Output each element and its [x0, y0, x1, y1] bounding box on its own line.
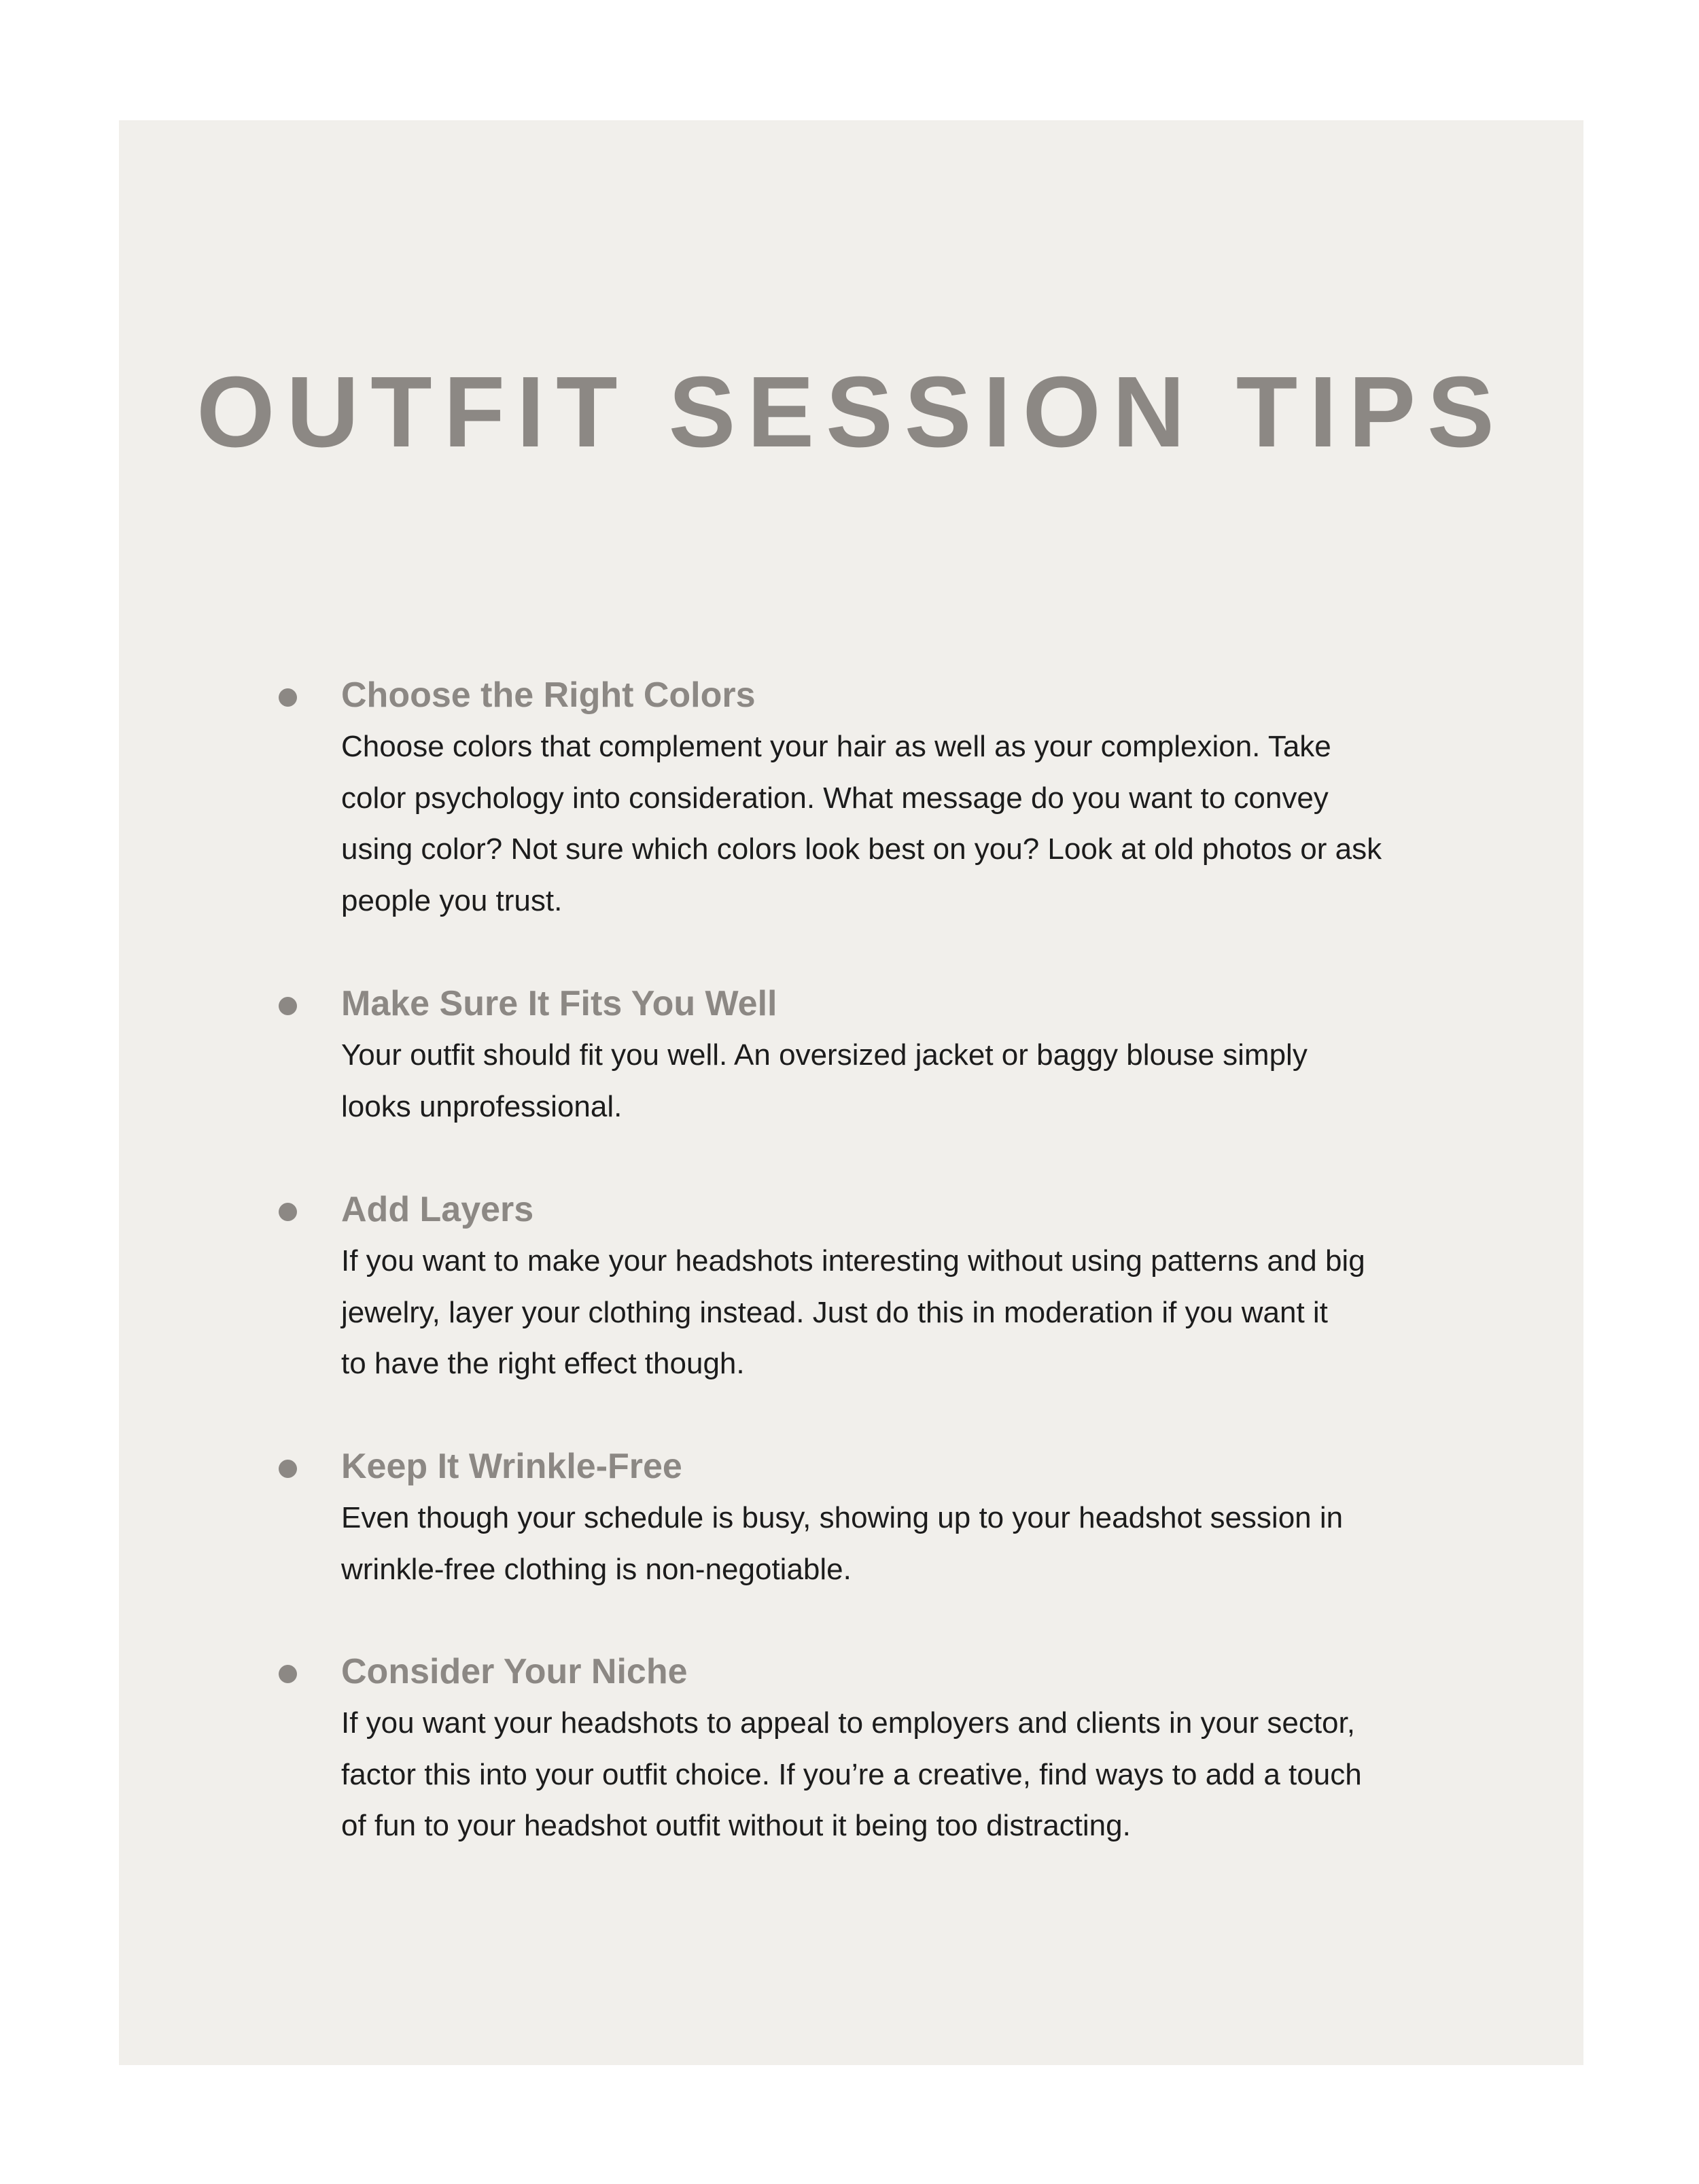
tip-heading: Choose the Right Colors	[341, 675, 756, 715]
tip-body	[341, 721, 1524, 926]
tip-body-line: factor this into your outfit choice. If you’re a creative, find ways to add a touch	[341, 1757, 1362, 1791]
tip-body-line: color psychology into consideration. What message do you want to convey	[341, 781, 1329, 815]
list-item	[341, 978, 1524, 1132]
tip-body-line: looks unprofessional.	[341, 1089, 623, 1123]
list-item	[341, 1441, 1524, 1595]
tip-body-line: Your outfit should fit you well. An oversized jacket or baggy blouse simply	[341, 1038, 1308, 1072]
tip-body-line: If you want your headshots to appeal to employers and clients in your sector,	[341, 1706, 1355, 1740]
bullet-icon	[279, 688, 297, 707]
list-item	[341, 1646, 1524, 1852]
page-title: OUTFIT SESSION TIPS	[196, 356, 1506, 468]
tip-heading: Consider Your Niche	[341, 1652, 688, 1691]
bullet-icon	[279, 1203, 297, 1221]
tip-body-line: of fun to your headshot outfit without it being too distracting.	[341, 1809, 1131, 1842]
tip-body-line: Even though your schedule is busy, showing up to your headshot session in	[341, 1501, 1344, 1534]
tip-body-line: using color? Not sure which colors look best on you? Look at old photos or ask	[341, 832, 1382, 866]
tip-body	[341, 1029, 1524, 1132]
tip-body-line: people you trust.	[341, 883, 563, 917]
tip-body-line: If you want to make your headshots interesting without using patterns and big	[341, 1244, 1365, 1278]
bullet-icon	[279, 1460, 297, 1478]
tip-heading: Keep It Wrinkle-Free	[341, 1447, 682, 1486]
list-item	[341, 1184, 1524, 1390]
list-item	[341, 669, 1524, 926]
tip-body	[341, 1492, 1524, 1595]
tip-body	[341, 1697, 1524, 1852]
tip-body-line: Choose colors that complement your hair as well as your complexion. Take	[341, 730, 1331, 763]
content-panel	[119, 120, 1583, 2065]
tips-list	[119, 120, 1583, 2065]
tip-body-line: wrinkle-free clothing is non-negotiable.	[341, 1552, 852, 1586]
bullet-icon	[279, 1665, 297, 1683]
tip-heading: Add Layers	[341, 1190, 534, 1229]
tip-body-line: to have the right effect though.	[341, 1347, 745, 1380]
tip-body-line: jewelry, layer your clothing instead. Just do this in moderation if you want it	[341, 1295, 1328, 1329]
tip-heading: Make Sure It Fits You Well	[341, 984, 777, 1023]
bullet-icon	[279, 997, 297, 1015]
tip-body	[341, 1235, 1524, 1390]
